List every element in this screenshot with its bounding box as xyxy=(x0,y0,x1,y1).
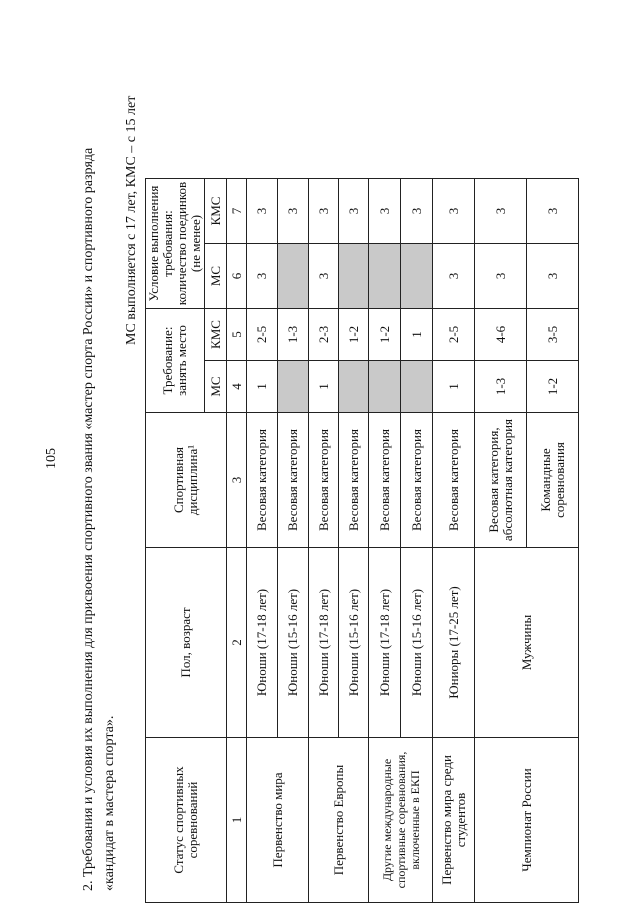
discipline-cell: Командные соревнования xyxy=(527,413,579,548)
header-gender-age: Пол, возраст xyxy=(146,548,227,738)
age-cell: Юноши (15-16 лет) xyxy=(401,548,433,738)
kms-place-cell: 1 xyxy=(401,309,433,361)
ms-fights-cell: 3 xyxy=(309,244,339,309)
age-cell: Юниоры (17-25 лет) xyxy=(433,548,475,738)
header-kms-place: КМС xyxy=(205,309,227,361)
header-status: Статус спортивных соревнований xyxy=(146,738,227,903)
header-discipline: Спортивная дисциплина¹ xyxy=(146,413,227,548)
intro-paragraph: 2. Требования и условия их выполнения для присвоения спортивного звания «мастер спорта России» и спортивного разряда «кандидат в мастера спорта». xyxy=(81,147,117,891)
discipline-cell: Весовая категория xyxy=(309,413,339,548)
ms-place-cell-shaded xyxy=(278,361,309,413)
ms-fights-cell-shaded xyxy=(278,244,309,309)
age-cell: Мужчины xyxy=(475,548,579,738)
col-number: 2 xyxy=(227,548,247,738)
status-cell: Первенство Европы xyxy=(309,738,369,903)
requirements-table xyxy=(145,178,579,903)
ms-fights-cell-shaded xyxy=(401,244,433,309)
col-number: 7 xyxy=(227,179,247,244)
ms-fights-cell: 3 xyxy=(247,244,278,309)
header-ms-place: МС xyxy=(205,361,227,413)
age-cell: Юноши (17-18 лет) xyxy=(369,548,401,738)
kms-place-cell: 1-3 xyxy=(278,309,309,361)
discipline-cell: Весовая категория xyxy=(278,413,309,548)
kms-fights-cell: 3 xyxy=(401,179,433,244)
col-number: 6 xyxy=(227,244,247,309)
kms-fights-cell: 3 xyxy=(527,179,579,244)
discipline-cell: Весовая категория xyxy=(433,413,475,548)
col-number: 1 xyxy=(227,738,247,903)
kms-place-cell: 1-2 xyxy=(339,309,369,361)
ms-place-cell: 1-2 xyxy=(527,361,579,413)
page-number: 105 xyxy=(44,448,59,469)
header-ms-fights: МС xyxy=(205,244,227,309)
ms-fights-cell: 3 xyxy=(527,244,579,309)
kms-fights-cell: 3 xyxy=(247,179,278,244)
discipline-cell: Весовая категория xyxy=(339,413,369,548)
header-requirement: Требование: занять место xyxy=(146,309,205,413)
ms-place-cell-shaded xyxy=(339,361,369,413)
status-cell: Первенство мира xyxy=(247,738,309,903)
col-number: 5 xyxy=(227,309,247,361)
status-cell: Чемпионат России xyxy=(475,738,579,903)
age-cell: Юноши (15-16 лет) xyxy=(339,548,369,738)
discipline-cell: Весовая категория xyxy=(401,413,433,548)
ms-fights-cell: 3 xyxy=(433,244,475,309)
kms-fights-cell: 3 xyxy=(433,179,475,244)
kms-fights-cell: 3 xyxy=(278,179,309,244)
ms-fights-cell-shaded xyxy=(339,244,369,309)
table-row xyxy=(309,179,339,903)
status-cell: Другие международные спортивные соревнования, включенные в ЕКП xyxy=(369,738,433,903)
kms-place-cell: 2-5 xyxy=(433,309,475,361)
discipline-cell: Весовая категория, абсолютная категория xyxy=(475,413,527,548)
col-number: 4 xyxy=(227,361,247,413)
kms-place-cell: 1-2 xyxy=(369,309,401,361)
kms-place-cell: 2-3 xyxy=(309,309,339,361)
ms-place-cell: 1 xyxy=(433,361,475,413)
ms-place-cell: 1 xyxy=(247,361,278,413)
table-row xyxy=(475,179,527,903)
ms-place-cell: 1 xyxy=(309,361,339,413)
age-cell: Юноши (17-18 лет) xyxy=(247,548,278,738)
header-kms-fights: КМС xyxy=(205,179,227,244)
kms-fights-cell: 3 xyxy=(309,179,339,244)
table-row xyxy=(247,179,278,903)
kms-fights-cell: 3 xyxy=(339,179,369,244)
header-condition: Условие выполнения требования: количество поединков (не менее) xyxy=(146,179,205,309)
kms-fights-cell: 3 xyxy=(369,179,401,244)
table-row xyxy=(433,179,475,903)
table-row xyxy=(369,179,401,903)
ms-fights-cell-shaded xyxy=(369,244,401,309)
ms-place-cell: 1-3 xyxy=(475,361,527,413)
kms-place-cell: 3-5 xyxy=(527,309,579,361)
ms-fights-cell: 3 xyxy=(475,244,527,309)
kms-place-cell: 4-6 xyxy=(475,309,527,361)
kms-fights-cell: 3 xyxy=(475,179,527,244)
age-cell: Юноши (17-18 лет) xyxy=(309,548,339,738)
age-cell: Юноши (15-16 лет) xyxy=(278,548,309,738)
status-cell: Первенство мира среди студентов xyxy=(433,738,475,903)
col-number: 3 xyxy=(227,413,247,548)
discipline-cell: Весовая категория xyxy=(247,413,278,548)
ms-place-cell-shaded xyxy=(401,361,433,413)
discipline-cell: Весовая категория xyxy=(369,413,401,548)
ms-place-cell-shaded xyxy=(369,361,401,413)
kms-place-cell: 2-5 xyxy=(247,309,278,361)
age-note: МС выполняется с 17 лет, КМС – с 15 лет xyxy=(124,95,139,345)
